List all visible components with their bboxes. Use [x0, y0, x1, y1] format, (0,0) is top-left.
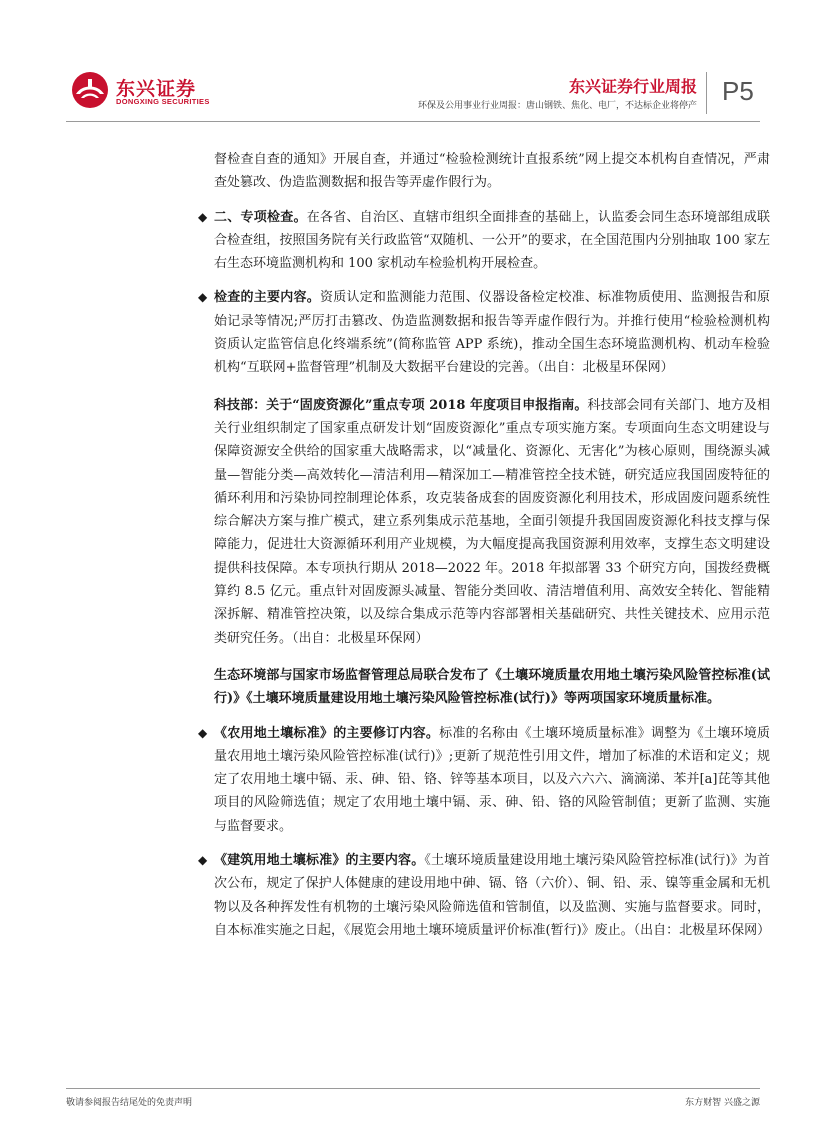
bullet-construction-standard: [198, 849, 771, 942]
bullet-special-inspection: [198, 206, 770, 276]
logo-en-text: DONGXING SECURITIES: [116, 97, 210, 106]
bullet-lead: 二、专项检查。: [214, 209, 307, 225]
page-number: P5: [722, 76, 754, 106]
paragraph-soil-standards: 生态环境部与国家市场监督管理总局联合发布了《土壤环境质量农用地土壤污染风险管控标准(试行)》《土壤环境质量建设用地土壤污染风险管控标准(试行)》等两项国家环境质量标准。: [214, 667, 770, 707]
paragraph-solid-waste: [214, 394, 770, 650]
bullet-diamond-icon: ◆: [198, 209, 208, 224]
company-logo: [70, 70, 240, 114]
bullet-diamond-icon: ◆: [198, 290, 208, 305]
bullet-lead: 检查的主要内容。: [214, 290, 320, 306]
page-header: [0, 0, 827, 120]
bullet-text: 《土壤环境质量建设用地土壤污染风险管控标准(试行)》为首次公布，规定了保护人体健康的建设用地中砷、镉、铬（六价）、铜、铅、汞、镍等重金属和无机物以及各种挥发性有机物的土壤污染风险筛选值和管制值，以及监测、实施与监督要求。同时，自本标准实施之日起，《展览会用地土壤环境质量评价标准(暂行)》废止。（出自：北极星环保网）: [214, 853, 771, 938]
bullet-text: 资质认定和监测能力范围、仪器设备检定校准、标准物质使用、监测报告和原始记录等情况;严厉打击篡改、伪造监测数据和报告等弄虚作假行为。并推行使用“检验检测机构资质认定监管信息化终端系统”(简称监管 APP 系统)，推动全国生态环境监测机构、机动车检验机构“互联网+监督管理”机制及大数据平台建设的完善。（出自：北极星环保网）: [214, 290, 770, 376]
bullet-lead: 《农用地土壤标准》的主要修订内容。: [214, 725, 440, 741]
report-title: 东兴证券行业周报: [568, 77, 697, 96]
paragraph-lead: 科技部：关于“固废资源化”重点专项 2018 年度项目申报指南。: [214, 397, 588, 413]
document-body: [198, 148, 771, 942]
logo-emblem-icon: [70, 70, 110, 110]
report-subtitle: 环保及公用事业行业周报：唐山钢铁、焦化、电厂，不达标企业将停产: [417, 101, 697, 111]
paragraph-continued: 督检查自查的通知》开展自查，并通过“检验检测统计直报系统”网上提交本机构自查情况，严肃查处篡改、伪造监测数据和报告等弄虚作假行为。: [214, 152, 770, 191]
bullet-text: 标准的名称由《土壤环境质量标准》调整为《土壤环境质量农用地土壤污染风险管控标准(试行)》;更新了规范性引用文件，增加了标准的术语和定义；规定了农用地土壤中镉、汞、砷、铅、铬、锌等基本项目，以及六六六、滴滴涕、苯并[a]芘等其他项目的风险筛选值；规定了农用地土壤中镉、汞、砷、铅、铬的风险管制值；更新了监测、实施与监督要求。: [214, 725, 770, 834]
footer-rule: [66, 1088, 760, 1089]
bullet-text: 在各省、自治区、直辖市组织全面排查的基础上，认监委会同生态环境部组成联合检查组，按照国务院有关行政监管“双随机、一公开”的要求，在全国范围内分别抽取 100 家左右生态环境监测机构和 100 家机动车检验机构开展检查。: [214, 209, 770, 272]
bullet-inspection-content: [198, 286, 770, 379]
bullet-diamond-icon: ◆: [198, 725, 208, 740]
bullet-diamond-icon: ◆: [198, 853, 208, 868]
header-rule: [66, 121, 760, 122]
header-divider: [706, 72, 707, 114]
bullet-lead: 《建筑用地土壤标准》的主要内容。: [214, 853, 425, 869]
footer-disclaimer: 敬请参阅报告结尾处的免责声明: [66, 1098, 193, 1108]
logo-cn-text: 东兴证券: [116, 78, 197, 100]
footer-slogan: 东方财智 兴盛之源: [685, 1098, 760, 1108]
paragraph-text: 科技部会同有关部门、地方及相关行业组织制定了国家重点研发计划“固废资源化”重点专项实施方案。专项面向生态文明建设与保障资源安全供给的国家重大战略需求，以“减量化、资源化、无害化”为核心原则，围绕源头减量—智能分类—高效转化—清洁利用—精深加工—精准管控全技术链，研究适应我国固废特征的循环利用和污染协同控制理论体系，攻克装备成套的固废资源化利用技术，形成固废问题系统性综合解决方案与推广模式，建立系列集成示范基地，全面引领提升我国固废资源化科技支撑与保障能力，促进壮大资源循环利用产业规模，为大幅度提高我国资源利用效率，支撑生态文明建设提供科技保障。本专项执行期从 2018—2022 年。2018 年拟部署 33 个研究方向，国拨经费概算约 8.5 亿元。重点针对固废源头减量、智能分类回收、清洁增值利用、高效安全转化、智能精深拆解、精准管控决策，以及综合集成示范等内容部署相关基础研究、共性关键技术、应用示范类研究任务。（出自：北极星环保网）: [214, 397, 770, 646]
bullet-farmland-standard: [198, 722, 770, 838]
